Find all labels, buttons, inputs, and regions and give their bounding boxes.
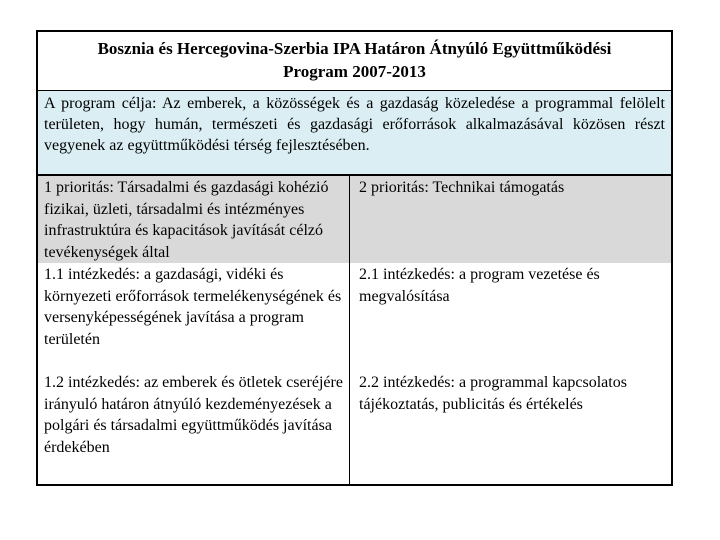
measure-2-1: 2.1 intézkedés: a program vezetése és megvalósítása	[359, 266, 600, 305]
program-goal: A program célja: Az emberek, a közösségek és a gazdaság közeledése a programmal felölelt területen, hogy humán, természeti és gazdasági erőforrások alkalmazásával közösen részt vegyenek az együttműködési térség fejlesztésében.	[36, 90, 673, 176]
column-divider	[349, 176, 350, 485]
priority-1-label: 1 prioritás: Társadalmi és gazdasági kohézió fizikai, üzleti, társadalmi és intézményes infrastruktúra és kapacitások javítását célzó tevékenységek által	[44, 179, 329, 261]
program-title	[36, 30, 673, 92]
priority-2-label: 2 prioritás: Technikai támogatás	[359, 179, 565, 196]
row-divider	[36, 175, 673, 176]
measure-1-2: 1.2 intézkedés: az emberek és ötletek cseréjére irányuló határon átnyúló kezdeményezések a polgári és társadalmi együttműködés javítása érdekében	[44, 374, 343, 456]
program-title-line1: Bosznia és Hercegovina-Szerbia IPA Határon Átnyúló Együttműködési	[97, 39, 612, 58]
program-title-line2: Program 2007-2013	[283, 62, 426, 81]
measure-1-1: 1.1 intézkedés: a gazdasági, vidéki és környezeti erőforrások termelékenységének és versenyképességének javítása a program területén	[44, 266, 342, 348]
measure-2-2: 2.2 intézkedés: a programmal kapcsolatos tájékoztatás, publicitás és értékelés	[359, 374, 627, 413]
